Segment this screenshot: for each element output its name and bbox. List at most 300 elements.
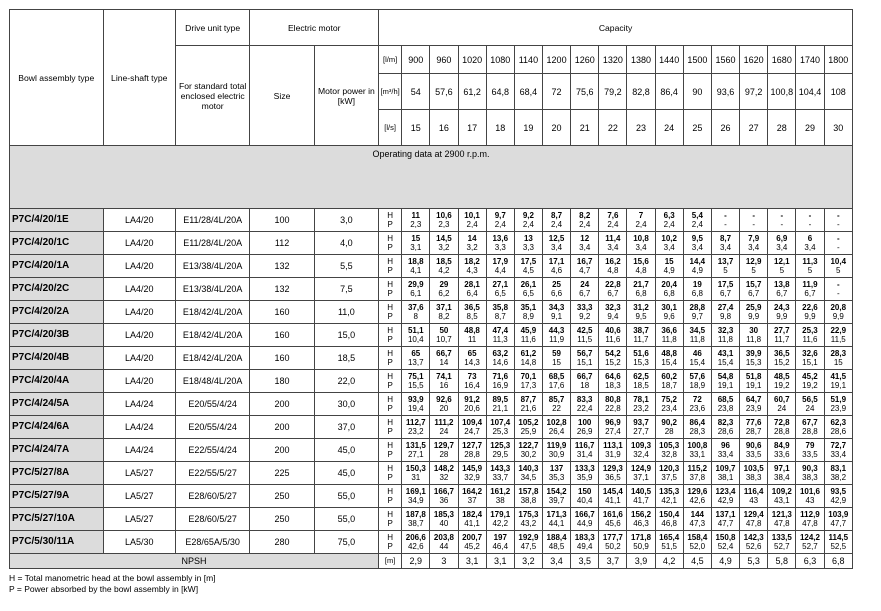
head-value: 124,9 (631, 464, 652, 473)
head-value: 17,5 (717, 280, 734, 289)
hp-labels (379, 416, 402, 439)
model-name: P7C/4/20/2A (10, 301, 104, 324)
head-value: 127,7 (462, 441, 483, 450)
table-row (10, 347, 853, 370)
hp-cell (542, 439, 570, 462)
head-value: 73 (467, 372, 477, 381)
hp-cell (824, 278, 852, 301)
power-value: 4,8 (635, 266, 647, 275)
hp-cell (458, 209, 486, 232)
power-value: 4,7 (579, 266, 591, 275)
hp-labels (379, 370, 402, 393)
model-name: P7C/4/24/6A (10, 416, 104, 439)
hp-cell (599, 370, 627, 393)
head-value: 90,6 (745, 441, 762, 450)
power-value: 26,9 (576, 427, 593, 436)
head-value: 116,7 (574, 441, 595, 450)
motor-size: 200 (250, 416, 314, 439)
power-value: 10,7 (436, 335, 452, 344)
model-name: P7C/4/20/2C (10, 278, 104, 301)
header-electric-motor: Electric motor (250, 10, 379, 46)
power-value: 23,9 (830, 404, 847, 413)
head-value: 80,8 (605, 395, 621, 404)
power-value: 2,4 (466, 220, 478, 229)
head-value: 10,8 (633, 234, 649, 243)
head-value: 51,9 (830, 395, 847, 404)
head-value: 48,5 (774, 372, 790, 381)
hp-cell (402, 209, 430, 232)
hp-cell (711, 508, 739, 531)
power-value: 9,8 (719, 312, 732, 321)
power-value: 4,2 (438, 266, 450, 275)
hp-cell (824, 209, 852, 232)
head-value: 14 (467, 234, 477, 243)
head-value: 77,6 (745, 418, 762, 427)
h-label: H (387, 372, 394, 381)
head-value: 177,7 (602, 533, 623, 542)
hp-cell (571, 278, 599, 301)
hp-cell (514, 416, 542, 439)
power-value: 24 (439, 427, 449, 436)
head-value: 36,5 (774, 349, 790, 358)
h-label: H (387, 326, 394, 335)
head-value: 166,7 (433, 487, 454, 496)
power-value: 2,3 (438, 220, 450, 229)
hp-cell (768, 416, 796, 439)
header-bowl-assembly-type: Bowl assembly type (10, 10, 104, 146)
hp-cell (458, 370, 486, 393)
npsh-label: NPSH (10, 554, 379, 569)
head-value: 86,4 (689, 418, 706, 427)
hp-cell (711, 439, 739, 462)
hp-cell (430, 347, 458, 370)
drive-unit: E13/38/4L/20A (175, 278, 249, 301)
head-value: 206,6 (405, 533, 426, 542)
head-value: 183,3 (574, 533, 595, 542)
motor-size: 132 (250, 255, 314, 278)
power-value: 15,1 (576, 358, 593, 367)
capacity-value: 75,6 (571, 74, 599, 110)
power-value: 6,1 (410, 289, 422, 298)
head-value: 93,9 (407, 395, 424, 404)
line-shaft: LA4/20 (103, 232, 175, 255)
hp-cell (768, 531, 796, 554)
hp-cell (486, 393, 514, 416)
power-value: 15,2 (774, 358, 790, 367)
hp-cell (486, 439, 514, 462)
hp-cell (655, 232, 683, 255)
head-value: 47,4 (492, 326, 509, 335)
head-value: - (752, 211, 755, 220)
hp-cell (571, 301, 599, 324)
power-value: 17,3 (520, 381, 537, 390)
head-value: 197 (493, 533, 507, 542)
capacity-value: 1200 (542, 46, 570, 74)
hp-cell (768, 324, 796, 347)
hp-cell (458, 531, 486, 554)
head-value: 26,1 (520, 280, 537, 289)
hp-cell (514, 508, 542, 531)
hp-cell (796, 278, 824, 301)
motor-size: 132 (250, 278, 314, 301)
hp-cell (627, 324, 655, 347)
power-value: 37,5 (661, 473, 677, 482)
head-value: 27,7 (774, 326, 790, 335)
head-value: 48,8 (464, 326, 480, 335)
power-value: 38,3 (802, 473, 818, 482)
hp-cell (768, 232, 796, 255)
head-value: 37,1 (436, 303, 452, 312)
motor-power: 5,5 (314, 255, 378, 278)
model-name: P7C/4/20/4B (10, 347, 104, 370)
hp-cell (768, 439, 796, 462)
hp-cell (627, 278, 655, 301)
power-value: 40 (439, 519, 449, 528)
head-value: 17,5 (520, 257, 537, 266)
hp-cell (824, 255, 852, 278)
power-value: 24 (805, 404, 815, 413)
hp-cell (402, 531, 430, 554)
power-value: 52,4 (717, 542, 734, 551)
head-value: 32,3 (605, 303, 621, 312)
hp-labels (379, 301, 402, 324)
power-value: 42,6 (407, 542, 424, 551)
capacity-value: 16 (430, 110, 458, 146)
head-value: 89,5 (492, 395, 509, 404)
head-value: 150,4 (659, 510, 680, 519)
hp-cell (430, 370, 458, 393)
npsh-value: 3,9 (627, 554, 655, 569)
model-name: P7C/4/20/1C (10, 232, 104, 255)
h-label: H (387, 487, 394, 496)
power-value: 11,3 (492, 335, 508, 344)
power-value: 11,8 (746, 335, 762, 344)
hp-cell (542, 485, 570, 508)
power-value: 35,9 (576, 473, 593, 482)
head-value: 29,9 (407, 280, 424, 289)
head-value: 65 (411, 349, 421, 358)
hp-cell (458, 485, 486, 508)
capacity-value: 97,2 (740, 74, 768, 110)
head-value: 122,7 (518, 441, 539, 450)
h-label: H (387, 349, 394, 358)
power-value: 18 (580, 381, 590, 390)
hp-cell (824, 324, 852, 347)
hp-cell (542, 301, 570, 324)
hp-cell (542, 347, 570, 370)
capacity-value: 19 (514, 110, 542, 146)
head-value: 15,6 (633, 257, 649, 266)
head-value: 82,3 (717, 418, 734, 427)
hp-cell (683, 347, 711, 370)
power-value: 3,2 (438, 243, 450, 252)
power-value: - (724, 220, 727, 229)
head-value: 27,1 (492, 280, 509, 289)
power-value: 37,1 (633, 473, 649, 482)
hp-cell (683, 462, 711, 485)
line-shaft: LA4/24 (103, 439, 175, 462)
power-value: 30,2 (520, 450, 537, 459)
head-value: 109,3 (631, 441, 652, 450)
head-value: 29 (439, 280, 449, 289)
hp-cell (683, 370, 711, 393)
hp-cell (683, 209, 711, 232)
head-value: 125,3 (490, 441, 511, 450)
hp-cell (627, 232, 655, 255)
head-value: 161,6 (602, 510, 623, 519)
hp-cell (740, 531, 768, 554)
hp-cell (430, 485, 458, 508)
line-shaft: LA4/20 (103, 347, 175, 370)
head-value: 115,2 (687, 464, 708, 473)
hp-cell (599, 209, 627, 232)
head-value: 51,8 (745, 372, 762, 381)
power-value: 47,7 (717, 519, 734, 528)
power-value: 28,8 (774, 427, 790, 436)
legend-h: H = Total manometric head at the bowl assembly in [m] (9, 573, 216, 583)
power-value: 23,9 (745, 404, 762, 413)
capacity-value: 1500 (683, 46, 711, 74)
head-value: 150,8 (715, 533, 736, 542)
power-value: 24 (777, 404, 787, 413)
head-value: 6 (807, 234, 813, 243)
power-value: 19,4 (407, 404, 424, 413)
power-value: 38,1 (717, 473, 734, 482)
power-value: 15,1 (802, 358, 818, 367)
head-value: 43,1 (717, 349, 734, 358)
head-value: 28,8 (689, 303, 706, 312)
power-value: 6,8 (691, 289, 703, 298)
head-value: 150 (578, 487, 592, 496)
head-value: 11,9 (802, 280, 818, 289)
head-value: 87,7 (520, 395, 537, 404)
hp-cell (542, 370, 570, 393)
capacity-value: 108 (824, 74, 852, 110)
power-value: 23,4 (661, 404, 677, 413)
hp-cell (402, 278, 430, 301)
head-value: 144 (690, 510, 705, 519)
power-value: 11,9 (549, 335, 565, 344)
power-value: 52,5 (830, 542, 847, 551)
hp-cell (711, 370, 739, 393)
power-value: 9,6 (663, 312, 675, 321)
hp-cell (430, 531, 458, 554)
head-value: 93,7 (633, 418, 649, 427)
head-value: 7 (638, 211, 644, 220)
head-value: 51,6 (633, 349, 649, 358)
hp-cell (542, 209, 570, 232)
hp-cell (402, 255, 430, 278)
motor-size: 200 (250, 439, 314, 462)
head-value: 150,3 (405, 464, 426, 473)
power-value: 5 (779, 266, 785, 275)
hp-cell (796, 232, 824, 255)
power-value: 9,9 (832, 312, 844, 321)
power-value: 11,7 (774, 335, 790, 344)
head-value: 62,5 (633, 372, 649, 381)
hp-cell (402, 370, 430, 393)
hp-cell (599, 439, 627, 462)
head-value: - (836, 280, 840, 289)
hp-labels (379, 531, 402, 554)
hp-cell (683, 531, 711, 554)
hp-cell (486, 278, 514, 301)
capacity-value: 17 (458, 110, 486, 146)
power-value: 3,4 (804, 243, 816, 252)
head-value: 70,1 (520, 372, 537, 381)
hp-cell (458, 416, 486, 439)
hp-cell (514, 324, 542, 347)
head-value: 15,7 (745, 280, 762, 289)
h-label: H (387, 257, 394, 266)
hp-cell (796, 370, 824, 393)
head-value: 85,7 (548, 395, 565, 404)
hp-cell (458, 439, 486, 462)
power-value: 4,8 (607, 266, 619, 275)
power-value: 43 (805, 496, 815, 505)
capacity-unit: [l/s] (379, 110, 402, 146)
head-value: 32,3 (717, 326, 734, 335)
capacity-value: 26 (711, 110, 739, 146)
hp-cell (768, 301, 796, 324)
head-value: 54,8 (717, 372, 734, 381)
capacity-value: 1320 (599, 46, 627, 74)
head-value: - (808, 211, 812, 220)
power-value: 8,9 (522, 312, 534, 321)
power-value: 40,4 (576, 496, 593, 505)
hp-cell (514, 347, 542, 370)
power-value: 2,4 (494, 220, 506, 229)
power-value: 48,5 (548, 542, 565, 551)
capacity-value: 18 (486, 110, 514, 146)
head-value: 36,5 (464, 303, 480, 312)
hp-cell (402, 485, 430, 508)
table-row (10, 439, 853, 462)
drive-unit: E28/65A/5/30 (175, 531, 249, 554)
hp-cell (740, 347, 768, 370)
hp-cell (571, 209, 599, 232)
head-value: 192,9 (518, 533, 539, 542)
power-value: 2,4 (635, 220, 647, 229)
head-value: 30 (749, 326, 759, 335)
head-value: 116,4 (743, 487, 764, 496)
power-value: 17,6 (548, 381, 565, 390)
capacity-value: 960 (430, 46, 458, 74)
head-value: 8,2 (579, 211, 591, 220)
hp-cell (740, 508, 768, 531)
head-value: 56,7 (576, 349, 593, 358)
hp-cell (655, 370, 683, 393)
capacity-value: 1020 (458, 46, 486, 74)
hp-cell (458, 278, 486, 301)
capacity-value: 20 (542, 110, 570, 146)
p-label: P (387, 381, 393, 390)
h-label: H (387, 418, 394, 427)
power-value: 32,4 (633, 450, 649, 459)
hp-cell (796, 301, 824, 324)
hp-cell (655, 324, 683, 347)
power-value: 45,6 (605, 519, 621, 528)
capacity-value: 72 (542, 74, 570, 110)
motor-size: 180 (250, 370, 314, 393)
hp-cell (571, 485, 599, 508)
hp-cell (542, 232, 570, 255)
hp-cell (683, 416, 711, 439)
power-value: 31,4 (576, 450, 593, 459)
head-value: 137 (549, 464, 564, 473)
hp-cell (514, 370, 542, 393)
drive-unit: E20/55/4/24 (175, 416, 249, 439)
power-value: 16 (439, 381, 449, 390)
power-value: 33,5 (802, 450, 818, 459)
hp-cell (571, 370, 599, 393)
hp-cell (486, 531, 514, 554)
head-value: 200,7 (462, 533, 483, 542)
capacity-value: 15 (402, 110, 430, 146)
head-value: 22,9 (830, 326, 847, 335)
motor-size: 250 (250, 508, 314, 531)
head-value: 18,5 (436, 257, 452, 266)
hp-cell (542, 462, 570, 485)
capacity-value: 57,6 (430, 74, 458, 110)
hp-labels (379, 462, 402, 485)
capacity-value: 1260 (571, 46, 599, 74)
head-value: 46 (692, 349, 702, 358)
head-value: 24 (580, 280, 590, 289)
drive-unit: E18/42/4L/20A (175, 347, 249, 370)
power-value: 3,3 (494, 243, 506, 252)
table-row (10, 531, 853, 554)
p-label: P (387, 404, 393, 413)
p-label: P (387, 496, 393, 505)
head-value: 31,2 (633, 303, 649, 312)
capacity-value: 1080 (486, 46, 514, 74)
head-value: 64,7 (745, 395, 762, 404)
head-value: 113,1 (603, 441, 623, 450)
table-row (10, 278, 853, 301)
model-name: P7C/5/30/11A (10, 531, 104, 554)
head-value: 18,8 (407, 257, 424, 266)
power-value: 3,4 (551, 243, 563, 252)
head-value: 34,5 (689, 326, 706, 335)
power-value: 6,5 (522, 289, 534, 298)
power-value: 8 (413, 312, 418, 321)
hp-cell (571, 232, 599, 255)
head-value: 103,9 (828, 510, 849, 519)
hp-cell (571, 462, 599, 485)
model-name: P7C/4/20/1E (10, 209, 104, 232)
head-value: 18,2 (464, 257, 480, 266)
capacity-value: 104,4 (796, 74, 824, 110)
hp-cell (655, 485, 683, 508)
power-value: - (780, 220, 784, 229)
head-value: 68,5 (548, 372, 565, 381)
hp-cell (683, 508, 711, 531)
hp-cell (599, 462, 627, 485)
performance-table (9, 9, 853, 569)
head-value: 135,3 (659, 487, 680, 496)
npsh-value: 3,1 (458, 554, 486, 569)
hp-cell (768, 347, 796, 370)
hp-labels (379, 485, 402, 508)
hp-cell (458, 301, 486, 324)
power-value: 15 (552, 358, 562, 367)
hp-cell (571, 324, 599, 347)
head-value: 112,7 (405, 418, 426, 427)
head-value: - (724, 211, 727, 220)
capacity-value: 23 (627, 110, 655, 146)
hp-cell (711, 462, 739, 485)
